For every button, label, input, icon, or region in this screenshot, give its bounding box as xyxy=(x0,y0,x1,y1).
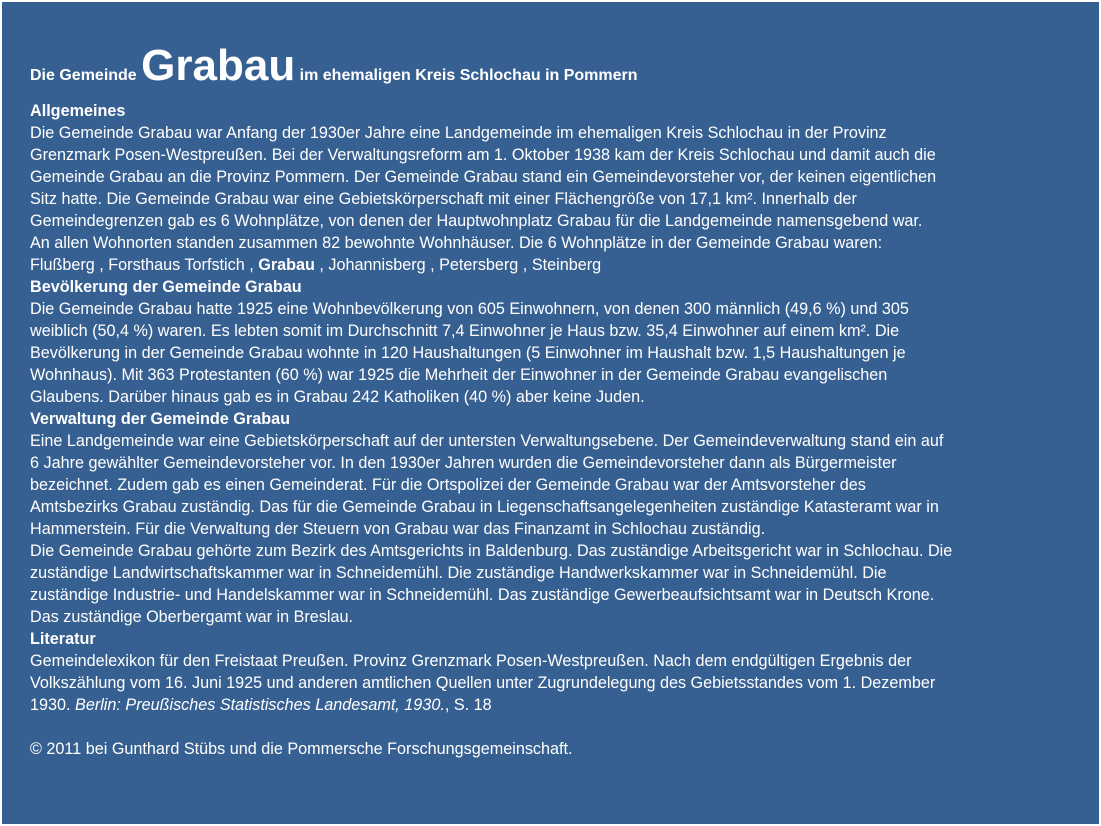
text-line: Das zuständige Oberbergamt war in Breslau. xyxy=(30,608,354,626)
text-line: bezeichnet. Zudem gab es einen Gemeinderat. Für die Ortspolizei der Gemeinde Grabau war der Amtsvorsteher des xyxy=(30,476,866,494)
text-line: An allen Wohnorten standen zusammen 82 bewohnte Wohnhäuser. Die 6 Wohnplätze in der Gemeinde Grabau waren: xyxy=(30,234,883,252)
text-line: Amtsbezirks Grabau zuständig. Das für die Gemeinde Grabau in Liegenschaftsangelegenheiten zuständige Katasteramt war in xyxy=(30,498,939,516)
text-line: Wohnhaus). Mit 363 Protestanten (60 %) war 1925 die Mehrheit der Einwohner in der Gemeinde Grabau evangelischen xyxy=(30,366,888,384)
page-title xyxy=(30,42,1079,100)
text-line: Gemeindegrenzen gab es 6 Wohnplätze, von denen der Hauptwohnplatz Grabau für die Landgemeinde namensgebend war. xyxy=(30,212,923,230)
text-line: Sitz hatte. Die Gemeinde Grabau war eine Gebietskörperschaft mit einer Flächengröße von 17,1 km². Innerhalb der xyxy=(30,190,857,208)
text-line: Gemeinde Grabau an die Provinz Pommern. Der Gemeinde Grabau stand ein Gemeindevorsteher vor, der keinen eigentlichen xyxy=(30,168,937,186)
place-item: Flußberg xyxy=(30,256,95,274)
text-line: Gemeindelexikon für den Freistaat Preußen. Provinz Grenzmark Posen-Westpreußen. Nach dem endgültigen Ergebnis der xyxy=(30,652,912,670)
text-line: Die Gemeinde Grabau war Anfang der 1930er Jahre eine Landgemeinde im ehemaligen Kreis Schlochau in der Provinz xyxy=(30,124,887,142)
section-body-verwaltung xyxy=(30,430,1079,628)
section-heading-bevoelkerung: Bevölkerung der Gemeinde Grabau xyxy=(30,278,302,296)
text-line: zuständige Landwirtschaftskammer war in Schneidemühl. Die zuständige Handwerkskammer war in Schneidemühl. Die xyxy=(30,564,887,582)
text-line: 6 Jahre gewählter Gemeindevorsteher vor. In den 1930er Jahren wurden die Gemeindevorsteher dann als Bürgermeister xyxy=(30,454,897,472)
section-heading-literatur: Literatur xyxy=(30,630,96,648)
text-line: zuständige Industrie- und Handelskammer war in Schneidemühl. Das zuständige Gewerbeaufsichtsamt war in Deutsch Krone. xyxy=(30,586,935,604)
place-item: Petersberg xyxy=(439,256,519,274)
place-item: Johannisberg xyxy=(328,256,426,274)
text-line: Glaubens. Darüber hinaus gab es in Grabau 242 Katholiken (40 %) aber keine Juden. xyxy=(30,388,645,406)
copyright-text: © 2011 bei Gunthard Stübs und die Pommersche Forschungsgemeinschaft. xyxy=(30,740,573,758)
citation-page: , S. 18 xyxy=(444,696,492,714)
content-panel xyxy=(2,2,1099,824)
section-body-literatur xyxy=(30,650,1079,716)
text-line: Volkszählung vom 16. Juni 1925 und anderen amtlichen Quellen unter Zugrundelegung des Gebietsstandes vom 1. Dezember xyxy=(30,674,936,692)
place-item-main: Grabau xyxy=(258,256,315,274)
place-item: Forsthaus Torfstich xyxy=(108,256,245,274)
citation-line xyxy=(30,694,1079,716)
title-prefix: Die Gemeinde xyxy=(30,67,137,84)
place-item: Steinberg xyxy=(531,256,602,274)
text-line: weiblich (50,4 %) waren. Es lebten somit im Durchschnitt 7,4 Einwohner je Haus bzw. 35,4 Einwohner auf einem km². Die xyxy=(30,322,900,340)
copyright-notice xyxy=(30,738,1079,760)
section-heading-verwaltung: Verwaltung der Gemeinde Grabau xyxy=(30,410,290,428)
spacer xyxy=(30,716,1079,738)
text-line: Grenzmark Posen-Westpreußen. Bei der Verwaltungsreform am 1. Oktober 1938 kam der Kreis Schlochau und damit auch die xyxy=(30,146,936,164)
text-line: Eine Landgemeinde war eine Gebietskörperschaft auf der untersten Verwaltungsebene. Der Gemeindeverwaltung stand ein auf xyxy=(30,432,944,450)
title-suffix: im ehemaligen Kreis Schlochau in Pommern xyxy=(299,67,638,84)
section-heading-allgemeines: Allgemeines xyxy=(30,102,126,120)
text-line: Die Gemeinde Grabau hatte 1925 eine Wohnbevölkerung von 605 Einwohnern, von denen 300 männlich (49,6 %) und 305 xyxy=(30,300,909,318)
text-line: Hammerstein. Für die Verwaltung der Steuern von Grabau war das Finanzamt in Schlochau zuständig. xyxy=(30,520,766,538)
title-municipality-name: Grabau xyxy=(141,41,296,90)
section-body-bevoelkerung xyxy=(30,298,1079,408)
places-list: Flußberg , Forsthaus Torfstich , Grabau , Johannisberg , Petersberg , Steinberg xyxy=(30,256,602,274)
section-body-allgemeines xyxy=(30,122,1079,276)
citation-publisher: Berlin: Preußisches Statistisches Landesamt, 1930. xyxy=(75,696,445,714)
text-line: Bevölkerung in der Gemeinde Grabau wohnte in 120 Haushaltungen (5 Einwohner im Haushalt bzw. 1,5 Haushaltungen je xyxy=(30,344,906,362)
text-line: Die Gemeinde Grabau gehörte zum Bezirk des Amtsgerichts in Baldenburg. Das zuständige Arbeitsgericht war in Schlochau. Die xyxy=(30,542,953,560)
citation-year: 1930. xyxy=(30,696,71,714)
